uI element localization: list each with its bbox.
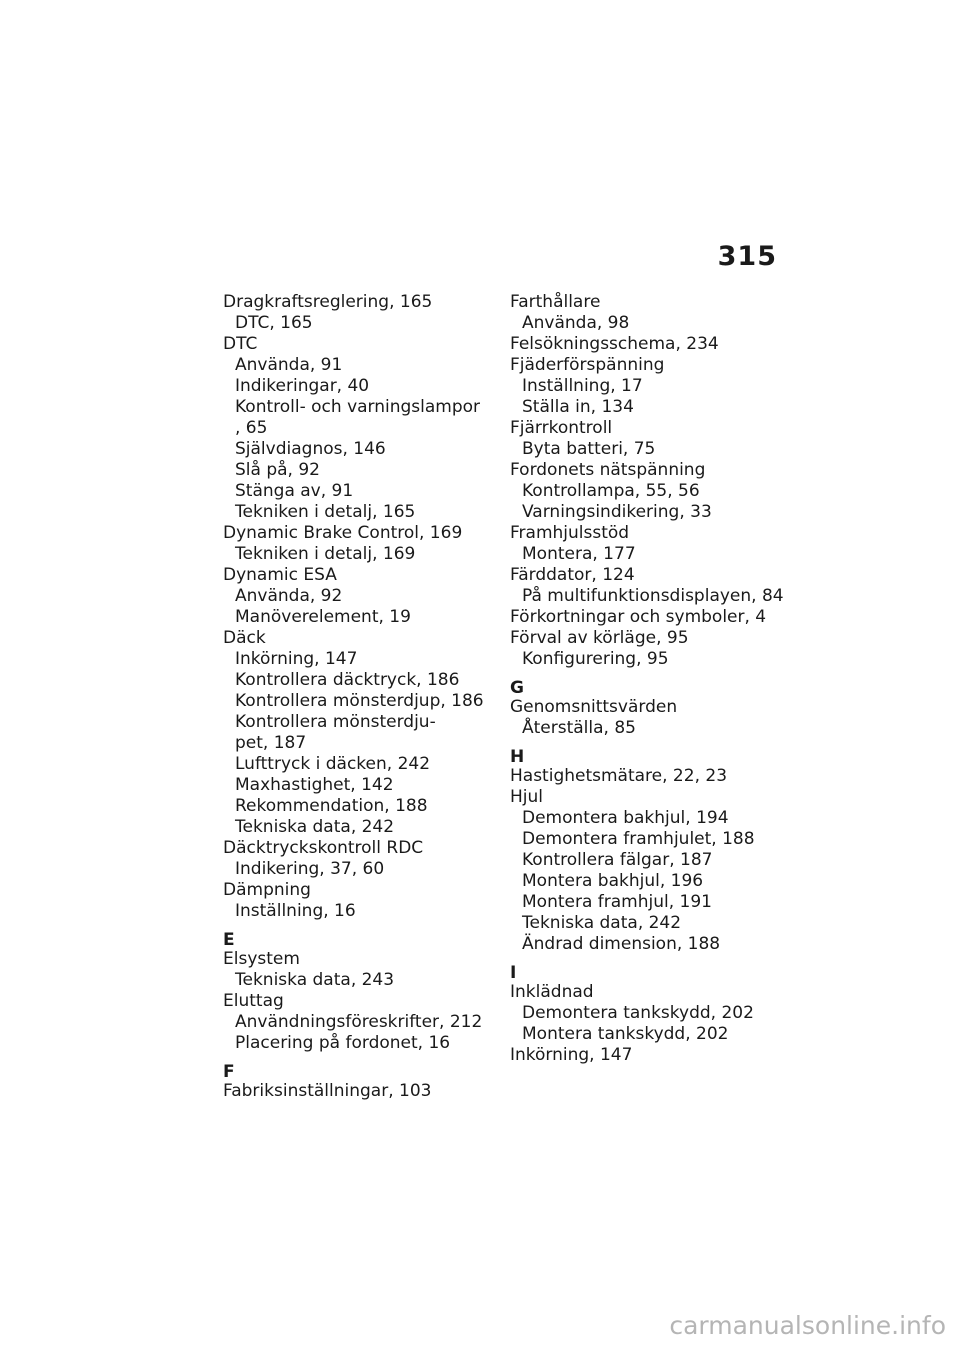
index-line [510,586,790,607]
index-entry: Däcktryckskontroll RDC [223,838,424,858]
index-subentry: pet, 187 [235,733,307,753]
index-line [510,418,790,439]
index-line [223,1081,498,1102]
index-line [510,397,790,418]
index-line [510,355,790,376]
index-line [510,649,790,670]
index-subentry: Demontera framhjulet, 188 [522,829,755,849]
index-line [223,859,498,880]
index-subentry: Kontroll- och varningslampor [235,397,481,417]
index-subentry: Självdiagnos, 146 [235,439,386,459]
index-subentry: Tekniken i detalj, 165 [235,502,416,522]
index-line [510,829,790,850]
index-subentry: Montera bakhjul, 196 [522,871,704,891]
index-line [510,808,790,829]
index-line [510,787,790,808]
index-line [510,628,790,649]
index-entry: Färddator, 124 [510,565,635,585]
index-subentry: Maxhastighet, 142 [235,775,394,795]
index-entry: Förkortningar och symboler, 4 [510,607,767,627]
index-line [223,523,498,544]
index-line [223,754,498,775]
index-subentry: Ändrad dimension, 188 [522,934,721,954]
index-subentry: Ställa in, 134 [522,397,634,417]
index-subentry: Använda, 98 [522,313,630,333]
index-subentry: Kontrollampa, 55, 56 [522,481,700,501]
index-line [223,1012,498,1033]
index-subentry: Konfigurering, 95 [522,649,669,669]
index-line [510,1024,790,1045]
index-subentry: Inkörning, 147 [235,649,358,669]
index-subentry: Kontrollera däcktryck, 186 [235,670,460,690]
index-subentry: Tekniska data, 242 [235,817,395,837]
index-line [510,718,790,739]
index-line [510,697,790,718]
index-line [510,1045,790,1066]
index-line [510,913,790,934]
index-line [223,949,498,970]
index-entry: Farthållare [510,292,601,312]
index-line [510,439,790,460]
index-letter-heading: F [223,1062,235,1082]
index-subentry: Inställning, 17 [522,376,643,396]
index-subentry: Indikeringar, 40 [235,376,370,396]
index-letter-heading: G [510,678,524,698]
index-subentry: Tekniska data, 242 [522,913,682,933]
index-line [223,586,498,607]
index-subentry: Använda, 91 [235,355,343,375]
index-subentry: Manöverelement, 19 [235,607,411,627]
index-subentry: DTC, 165 [235,313,313,333]
index-line [223,775,498,796]
index-entry: Elsystem [223,949,300,969]
index-line [510,892,790,913]
index-entry: Eluttag [223,991,284,1011]
index-line [510,766,790,787]
index-line [223,397,498,418]
index-line [223,355,498,376]
index-line [223,817,498,838]
index-line [223,334,498,355]
index-entry: Dragkraftsreglering, 165 [223,292,433,312]
index-entry: Fordonets nätspänning [510,460,706,480]
index-subentry: Kontrollera mönsterdju- [235,712,436,732]
index-subentry: Användningsföreskrifter, 212 [235,1012,483,1032]
index-subentry: Montera, 177 [522,544,636,564]
index-line [223,292,498,313]
index-entry: Fabriksinställningar, 103 [223,1081,432,1101]
index-line [510,544,790,565]
index-subentry: Lufttryck i däcken, 242 [235,754,431,774]
index-line [510,850,790,871]
index-line [223,1033,498,1054]
index-subentry: Rekommendation, 188 [235,796,428,816]
index-line [223,460,498,481]
index-line [223,712,498,733]
index-line [223,991,498,1012]
index-line [510,292,790,313]
index-line [223,838,498,859]
index-line [223,970,498,991]
index-line [223,376,498,397]
index-line [510,871,790,892]
index-entry: Dynamic Brake Control, 169 [223,523,463,543]
index-entry: Inklädnad [510,982,594,1002]
index-line [223,418,498,439]
index-subentry: Demontera tankskydd, 202 [522,1003,754,1023]
index-entry: Hastighetsmätare, 22, 23 [510,766,728,786]
index-subentry: Tekniska data, 243 [235,970,395,990]
index-entry: Felsökningsschema, 234 [510,334,719,354]
index-entry: Förval av körläge, 95 [510,628,689,648]
index-subentry: Varningsindikering, 33 [522,502,712,522]
index-entry: Dynamic ESA [223,565,337,585]
index-line [223,649,498,670]
index-line [223,628,498,649]
index-subentry: Placering på fordonet, 16 [235,1033,451,1053]
index-subentry: Slå på, 92 [235,460,320,480]
index-line [223,901,498,922]
watermark-text: carmanualsonline.info [669,1311,946,1340]
index-line [223,691,498,712]
index-subentry: Inställning, 16 [235,901,356,921]
index-line [223,481,498,502]
index-subentry: Använda, 92 [235,586,343,606]
index-line [510,334,790,355]
index-letter-heading: H [510,747,525,767]
index-line [510,313,790,334]
index-entry: Hjul [510,787,544,807]
index-line [223,502,498,523]
index-column-right [510,292,790,1066]
index-line [510,982,790,1003]
index-letter-heading: E [223,930,235,950]
index-line [223,733,498,754]
index-line [223,670,498,691]
index-entry: Framhjulsstöd [510,523,630,543]
index-line [510,376,790,397]
index-entry: Dämpning [223,880,311,900]
page-number: 315 [717,241,777,272]
index-line [223,565,498,586]
index-subentry: Tekniken i detalj, 169 [235,544,416,564]
index-entry: Däck [223,628,266,648]
index-subentry: Montera tankskydd, 202 [522,1024,729,1044]
index-subentry: Byta batteri, 75 [522,439,656,459]
index-line [223,313,498,334]
index-subentry: Indikering, 37, 60 [235,859,385,879]
index-line [223,880,498,901]
index-entry: Genomsnittsvärden [510,697,678,717]
index-subentry: Kontrollera mönsterdjup, 186 [235,691,484,711]
index-letter-heading: I [510,963,517,983]
index-column-left [223,292,498,1102]
index-subentry: , 65 [235,418,268,438]
index-line [223,607,498,628]
index-subentry: Återställa, 85 [522,718,636,738]
index-line [223,544,498,565]
index-line [510,502,790,523]
index-line [510,460,790,481]
index-subentry: Demontera bakhjul, 194 [522,808,729,828]
index-subentry: Kontrollera fälgar, 187 [522,850,713,870]
index-entry: Fjäderförspänning [510,355,665,375]
index-line [510,1003,790,1024]
index-line [223,796,498,817]
index-line [510,523,790,544]
index-entry: DTC [223,334,258,354]
index-line [510,607,790,628]
index-subentry: Montera framhjul, 191 [522,892,712,912]
index-line [510,481,790,502]
index-line [510,565,790,586]
index-subentry: Stänga av, 91 [235,481,354,501]
index-subentry: På multifunktionsdisplayen, 84 [522,586,784,606]
index-line [510,934,790,955]
index-entry: Fjärrkontroll [510,418,613,438]
index-line [223,439,498,460]
index-entry: Inkörning, 147 [510,1045,633,1065]
